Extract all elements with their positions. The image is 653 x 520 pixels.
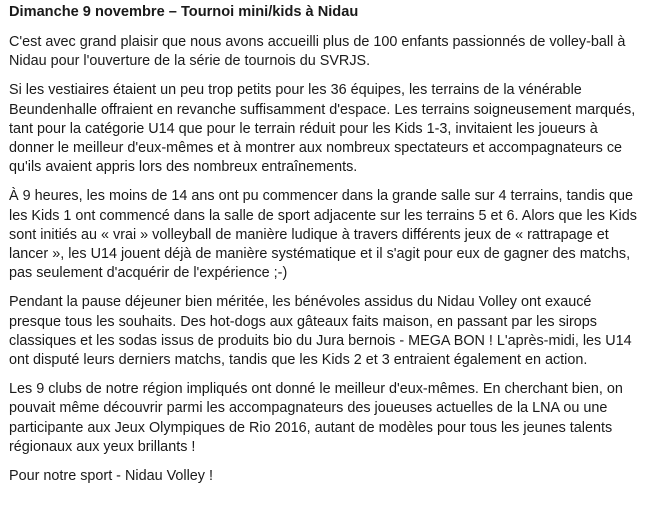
article-paragraph-signoff: Pour notre sport - Nidau Volley ! xyxy=(9,468,213,485)
article-paragraph-lunch: Pendant la pause déjeuner bien méritée, les bénévoles assidus du Nidau Volley ont exaucé presque tous les souhaits. Des hot-dogs aux gâteaux faits maison, en passant par les sirops classiques et les sodas issus de produits bio du Jura bernois - MEGA BON ! L'après-midi, les U14 ont disputé leurs derniers matchs, tandis que les Kids 2 et 3 entraient également en action. xyxy=(9,294,632,369)
article-title: Dimanche 9 novembre – Tournoi mini/kids à Nidau xyxy=(9,4,359,20)
article-paragraph-venue: Si les vestiaires étaient un peu trop petits pour les 36 équipes, les terrains de la vénérable Beundenhalle offraient en revanche suffisamment d'espace. Les terrains soigneusement marqués, tant pour la catégorie U14 que pour le terrain réduit pour les Kids 1-3, invitaient les joueurs à donner le meilleur d'eux-mêmes et à montrer aux nombreux spectateurs et accompagnateurs ce qu'ils avaient appris lors des nombreux entraînements. xyxy=(9,82,636,176)
article-paragraph-schedule: À 9 heures, les moins de 14 ans ont pu commencer dans la grande salle sur 4 terrains, tandis que les Kids 1 ont commencé dans la salle de sport adjacente sur les terrains 5 et 6. Alors que les Kids sont initiés au « vrai » volleyball de manière ludique à travers différents jeux de « rattrapage et lancer », les U14 jouent déjà de manière systématique et il s'agit pour eux de gagner des matchs, pas seulement d'acquérir de l'expérience ;-) xyxy=(9,188,637,282)
article-paragraph-intro: C'est avec grand plaisir que nous avons accueilli plus de 100 enfants passionnés de volley-ball à Nidau pour l'ouverture de la série de tournois du SVRJS. xyxy=(9,34,626,70)
article-paragraph-clubs: Les 9 clubs de notre région impliqués ont donné le meilleur d'eux-mêmes. En cherchant bien, on pouvait même découvrir parmi les accompagnateurs des joueuses actuelles de la LNA ou une participante aux Jeux Olympiques de Rio 2016, autant de modèles pour tous les jeunes talents régionaux aux yeux brillants ! xyxy=(9,381,623,455)
